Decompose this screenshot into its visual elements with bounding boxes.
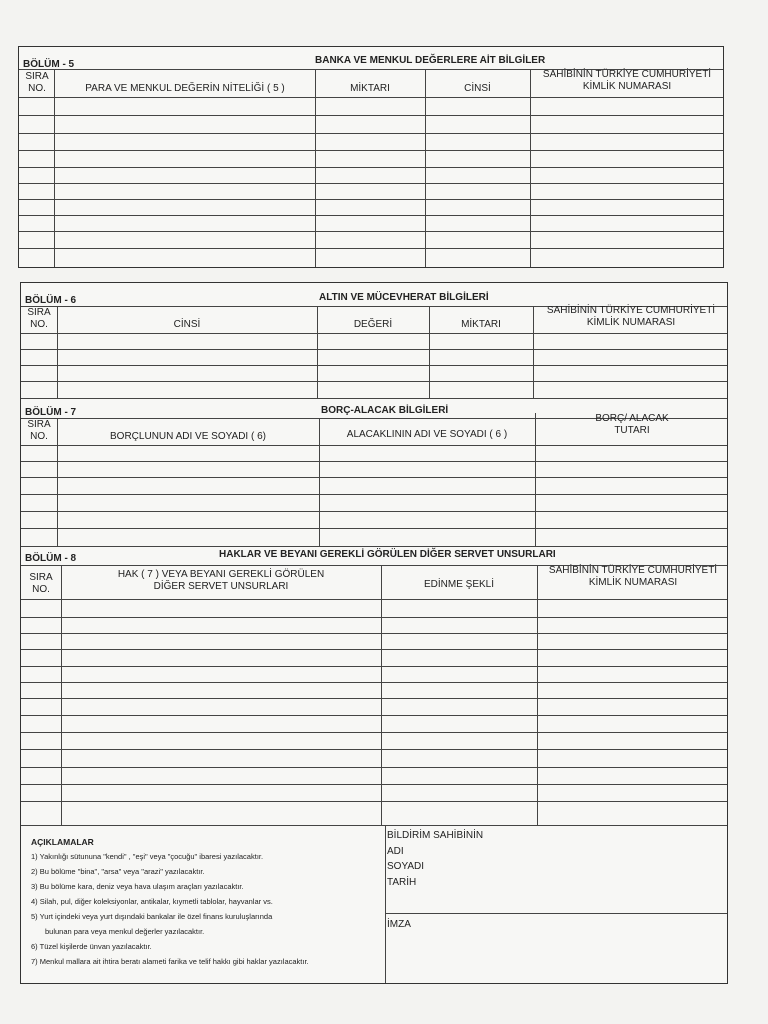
note-item: 6) Tüzel kişilerde ünvan yazılacaktır.: [31, 942, 152, 951]
section-5-title: BANKA VE MENKUL DEĞERLERE AİT BİLGİLER: [315, 55, 546, 66]
section-8-label: BÖLÜM - 8: [25, 553, 77, 564]
col-tc: SAHİBİNİN TÜRKİYE CUMHURİYETİ KİMLİK NUMARASI: [548, 565, 718, 588]
declarant-date-label: TARİH: [387, 877, 417, 888]
col-tutar: BORÇ/ ALACAK TUTARI: [595, 413, 669, 436]
col-tc: SAHİBİNİN TÜRKİYE CUMHURİYETİ KİMLİK NUMARASI: [542, 69, 712, 92]
col-sira: SIRA NO.: [27, 307, 51, 330]
section-5: [18, 46, 724, 268]
col-edinme: EDİNME ŞEKLİ: [423, 579, 495, 590]
note-item: 7) Menkul mallara ait ihtira beratı alameti farika ve telif hakkı gibi haklar yazılacaktır.: [31, 957, 309, 966]
col-tc: SAHİBİNİN TÜRKİYE CUMHURİYETİ KİMLİK NUMARASI: [546, 305, 716, 328]
col-sira: SIRA NO.: [29, 572, 53, 595]
col-hak: HAK ( 7 ) VEYA BEYANI GEREKLİ GÖRÜLEN DİĞER SERVET UNSURLARI: [117, 569, 325, 592]
declarant-surname-label: SOYADI: [387, 861, 425, 872]
note-item: 5) Yurt içindeki veya yurt dışındaki bankalar ile özel finans kuruluşlarında: [31, 912, 273, 921]
signature-label: İMZA: [387, 919, 411, 930]
sections-6-7-8: [20, 282, 728, 984]
notes-title: AÇIKLAMALAR: [31, 837, 94, 847]
col-cins: CİNSİ: [464, 83, 491, 94]
section-5-label: BÖLÜM - 5: [23, 59, 75, 70]
section-6-title: ALTIN VE MÜCEVHERAT BİLGİLERİ: [319, 292, 489, 303]
note-item: 4) Silah, pul, diğer koleksiyonlar, antikalar, kıymetli tablolar, hayvanlar vs.: [31, 897, 273, 906]
declarant-title: BİLDİRİM SAHİBİNİN: [387, 830, 484, 841]
col-deger: DEĞERİ: [353, 319, 393, 330]
note-item: 3) Bu bölüme kara, deniz veya hava ulaşım araçları yazılacaktır.: [31, 882, 244, 891]
col-sira: SIRA NO.: [25, 71, 49, 94]
note-item: 1) Yakınlığı sütununa "kendi" , "eşi" veya "çocuğu" ibaresi yazılacaktır.: [31, 852, 264, 861]
col-miktar: MİKTARI: [461, 319, 501, 330]
col-alacakli: ALACAKLININ ADI VE SOYADI ( 6 ): [346, 429, 508, 440]
declarant-name-label: ADI: [387, 846, 404, 857]
section-8-title: HAKLAR VE BEYANI GEREKLİ GÖRÜLEN DİĞER SERVET UNSURLARI: [219, 549, 556, 560]
col-miktar: MİKTARI: [350, 83, 390, 94]
section-7-label: BÖLÜM - 7: [25, 407, 77, 418]
section-6-label: BÖLÜM - 6: [25, 295, 77, 306]
note-item: 2) Bu bölüme "bina", "arsa" veya "arazi" yazılacaktır.: [31, 867, 205, 876]
notes-block: [21, 825, 385, 983]
note-item: bulunan para veya menkul değerler yazılacaktır.: [45, 927, 205, 936]
col-cins: CİNSİ: [173, 319, 201, 330]
section-7-title: BORÇ-ALACAK BİLGİLERİ: [321, 405, 449, 416]
col-borclu: BORÇLUNUN ADI VE SOYADI ( 6): [110, 431, 266, 442]
col-sira: SIRA NO.: [27, 419, 51, 442]
col-nitelik: PARA VE MENKUL DEĞERİN NİTELİĞİ ( 5 ): [85, 83, 285, 94]
